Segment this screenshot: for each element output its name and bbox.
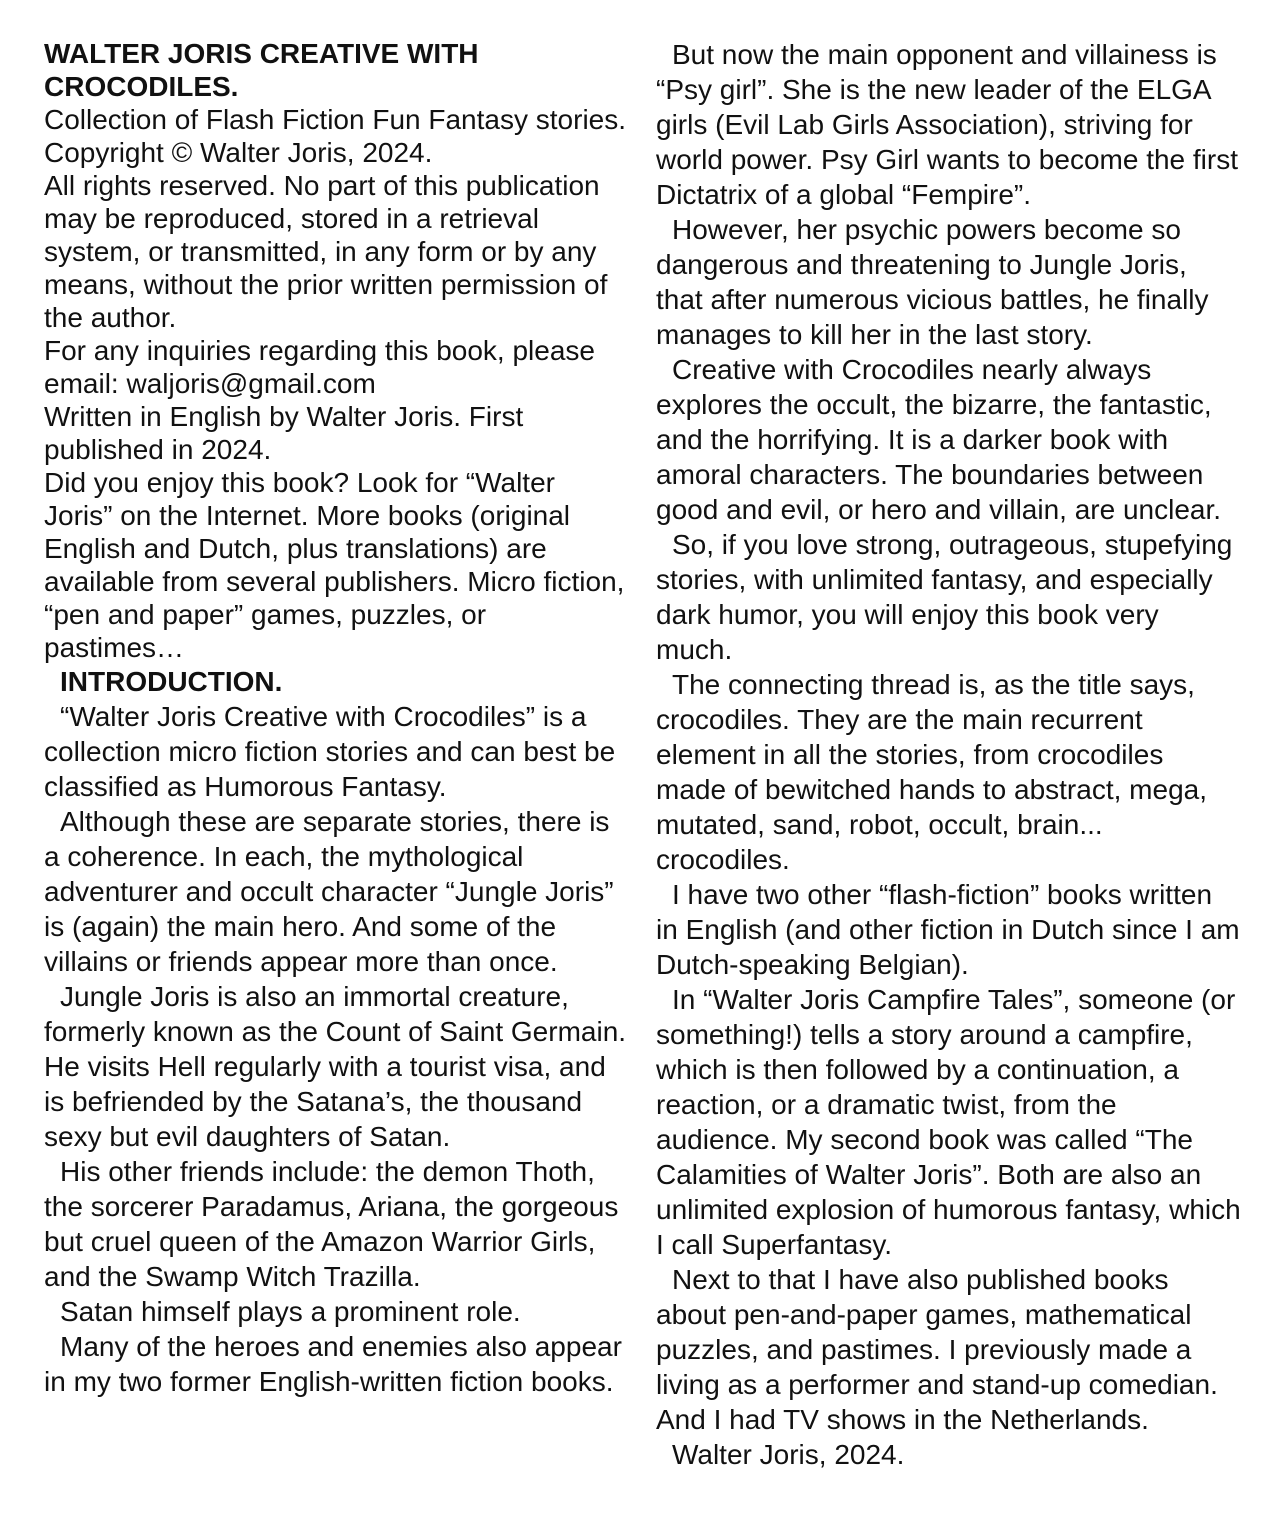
- right-column: [656, 37, 1241, 1525]
- document-paragraph: Many of the heroes and enemies also appear in my two former English-written fiction books.: [44, 1331, 622, 1397]
- introduction-heading: INTRODUCTION.: [60, 666, 283, 697]
- book-title: WALTER JORIS CREATIVE WITH CROCODILES.: [44, 38, 479, 102]
- document-paragraph: The connecting thread is, as the title says, crocodiles. They are the main recurrent element in all the stories, from crocodiles made of bewitched hands to abstract, mega, mutated, sand, robot, occult, brain... crocodiles.: [656, 669, 1207, 875]
- author-signature: Walter Joris, 2024.: [672, 1439, 905, 1470]
- document-paragraph: Satan himself plays a prominent role.: [60, 1296, 521, 1327]
- front-matter-block: [44, 103, 629, 664]
- document-paragraph: But now the main opponent and villainess is “Psy girl”. She is the new leader of the ELGA girls (Evil Lab Girls Association), striving for world power. Psy Girl wants to become the first Dictatrix of a global “Fempire”.: [656, 39, 1238, 210]
- contact-email-line: For any inquiries regarding this book, please email: waljoris@gmail.com: [44, 335, 595, 399]
- document-paragraph: “Walter Joris Creative with Crocodiles” is a collection micro fiction stories and can best be classified as Humorous Fantasy.: [44, 701, 616, 802]
- document-paragraph: However, her psychic powers become so dangerous and threatening to Jungle Joris, that after numerous vicious battles, he finally manages to kill her in the last story.: [656, 214, 1209, 350]
- document-paragraph: Creative with Crocodiles nearly always explores the occult, the bizarre, the fantastic, and the horrifying. It is a darker book with amoral characters. The boundaries between good and evil, or hero and villain, are unclear.: [656, 354, 1222, 525]
- document-paragraph: In “Walter Joris Campfire Tales”, someone (or something!) tells a story around a campfire, which is then followed by a continuation, a reaction, or a dramatic twist, from the audience. My second book was called “The Calamities of Walter Joris”. Both are also an unlimited explosion of humorous fantasy, which I call Superfantasy.: [656, 984, 1241, 1260]
- front-matter-line: Copyright © Walter Joris, 2024.: [44, 137, 433, 168]
- front-matter-line: Did you enjoy this book? Look for “Walter Joris” on the Internet. More books (original English and Dutch, plus translations) are available from several publishers. Micro fiction, “pen and paper” games, puzzles, or pastimes…: [44, 467, 625, 663]
- introduction-block: [44, 699, 629, 1399]
- front-matter-line: Collection of Flash Fiction Fun Fantasy stories.: [44, 104, 627, 135]
- front-matter-line: Written in English by Walter Joris. First published in 2024.: [44, 401, 524, 465]
- left-column: [44, 37, 629, 1525]
- document-paragraph: His other friends include: the demon Thoth, the sorcerer Paradamus, Ariana, the gorgeous but cruel queen of the Amazon Warrior Girls, and the Swamp Witch Trazilla.: [44, 1156, 619, 1292]
- copyright-notice: All rights reserved. No part of this publication may be reproduced, stored in a retrieval system, or transmitted, in any form or by any means, without the prior written permission of the author.: [44, 170, 608, 333]
- document-paragraph: So, if you love strong, outrageous, stupefying stories, with unlimited fantasy, and especially dark humor, you will enjoy this book very much.: [656, 529, 1233, 665]
- document-paragraph: I have two other “flash-fiction” books written in English (and other fiction in Dutch since I am Dutch-speaking Belgian).: [656, 879, 1240, 980]
- document-paragraph: Jungle Joris is also an immortal creature, formerly known as the Count of Saint Germain. He visits Hell regularly with a tourist visa, and is befriended by the Satana’s, the thousand sexy but evil daughters of Satan.: [44, 981, 627, 1152]
- document-paragraph: Next to that I have also published books about pen-and-paper games, mathematical puzzles, and pastimes. I previously made a living as a performer and stand-up comedian. And I had TV shows in the Netherlands.: [656, 1264, 1218, 1435]
- document-paragraph: Although these are separate stories, there is a coherence. In each, the mythological adventurer and occult character “Jungle Joris” is (again) the main hero. And some of the villains or friends appear more than once.: [44, 806, 614, 977]
